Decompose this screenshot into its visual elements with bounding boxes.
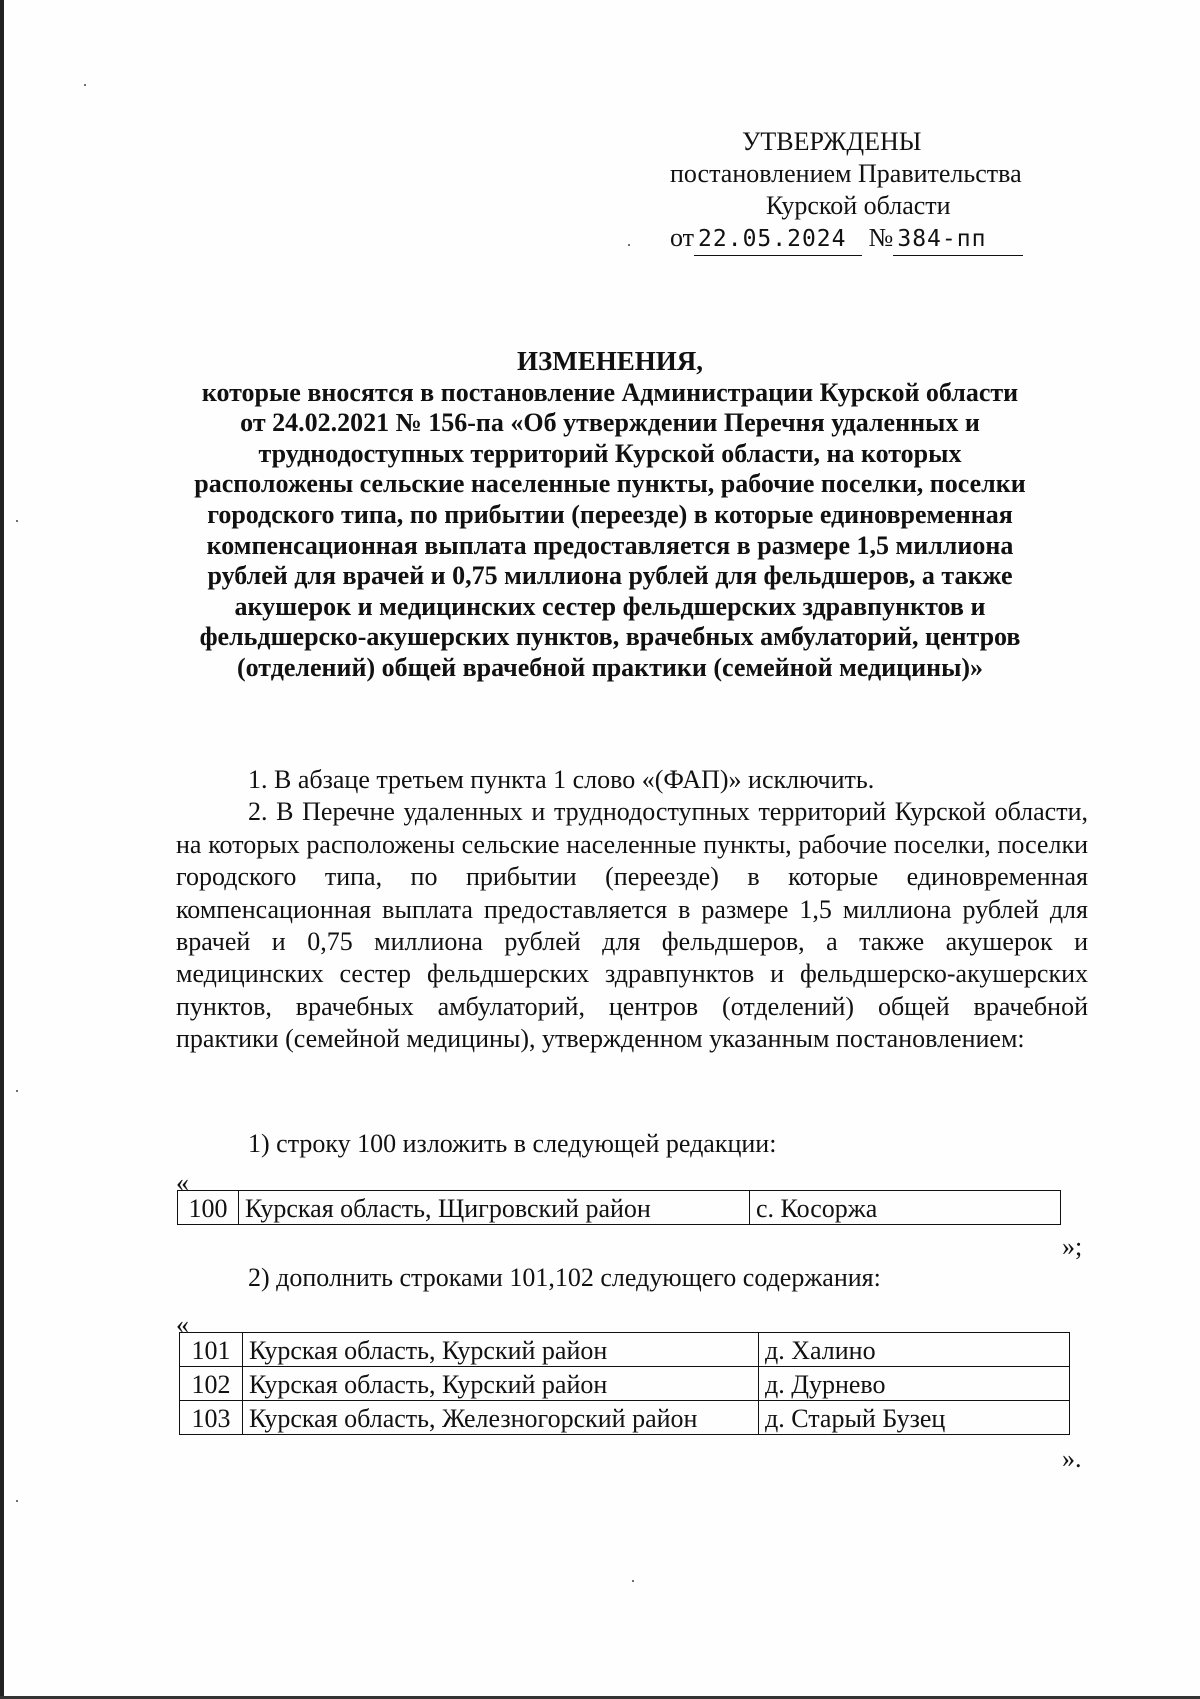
date-prefix: от — [670, 223, 695, 252]
title-line: труднодоступных территорий Курской области, на которых — [258, 438, 962, 468]
approval-region: Курской области — [766, 191, 951, 220]
table-row — [180, 1333, 1070, 1367]
table-row — [180, 1367, 1070, 1401]
row-settlement: с. Косоржа — [750, 1191, 1061, 1225]
row-settlement: д. Старый Бузец — [759, 1401, 1070, 1435]
scan-speck — [16, 1500, 18, 1502]
subitem-2-table — [179, 1332, 1070, 1435]
approval-date-number — [670, 222, 1080, 256]
row-district: Курская область, Железногорский район — [243, 1401, 759, 1435]
subitem-1-close-quote: »; — [1062, 1232, 1083, 1261]
scan-speck — [84, 84, 86, 86]
number-value: 384-пп — [893, 223, 1023, 256]
row-number: 100 — [178, 1191, 239, 1225]
row-settlement: д. Халино — [759, 1333, 1070, 1367]
title-line: компенсационная выплата предоставляется в размере 1,5 миллиона — [206, 530, 1014, 560]
scan-speck — [632, 1580, 634, 1582]
date-value: 22.05.2024 — [694, 223, 862, 256]
subitem-2-close-quote: ». — [1062, 1444, 1082, 1473]
title-line: расположены сельские населенные пункты, рабочие поселки, поселки — [194, 469, 1026, 499]
subitem-2-open-quote: « — [176, 1310, 189, 1339]
subitem-1-table — [177, 1190, 1061, 1225]
row-number: 102 — [180, 1367, 243, 1401]
row-number: 103 — [180, 1401, 243, 1435]
number-prefix: № — [868, 223, 894, 252]
approval-block — [640, 126, 1080, 256]
body-item-1: 1. В абзаце третьем пункта 1 слово «(ФАП)» исключить. — [248, 765, 875, 794]
scan-speck — [16, 520, 18, 522]
title-line: городского типа, по прибытии (переезде) в которые единовременная — [207, 499, 1013, 529]
body-item-2: 2. В Перечне удаленных и труднодоступных территорий Курской области, на которых расположены сельские населенные пункты, рабочие поселки, поселки городского типа, по прибытии (переезде) в которые единовременная компенсационная выплата предоставляется в размере 1,5 миллиона рублей для врачей и 0,75 миллиона рублей для фельдшеров, а также акушерок и медицинских сестер фельдшерских здравпунктов и фельдшерско-акушерских пунктов, врачебных амбулаторий, центров (отделений) общей врачебной практики (семейной медицины), утвержденном указанным постановлением: — [176, 797, 1088, 1054]
scan-left-edge — [0, 0, 4, 1699]
table-row — [180, 1401, 1070, 1435]
row-district: Курская область, Курский район — [243, 1333, 759, 1367]
body-text — [176, 764, 1088, 1056]
row-settlement: д. Дурнево — [759, 1367, 1070, 1401]
scan-speck — [16, 1090, 18, 1092]
title-heading: ИЗМЕНЕНИЯ, — [516, 346, 703, 376]
scan-speck — [628, 244, 630, 246]
title-line: которые вносятся в постановление Администрации Курской области — [201, 377, 1019, 407]
subitem-1-text: 1) строку 100 изложить в следующей редакции: — [248, 1129, 777, 1158]
title-line: рублей для врачей и 0,75 миллиона рублей для фельдшеров, а также — [207, 561, 1013, 591]
title-line: от 24.02.2021 № 156-па «Об утверждении Перечня удаленных и — [240, 408, 980, 438]
row-district: Курская область, Курский район — [243, 1367, 759, 1401]
row-district: Курская область, Щигровский район — [239, 1191, 750, 1225]
approval-authority: постановлением Правительства — [670, 159, 1022, 188]
title-line: (отделений) общей врачебной практики (семейной медицины)» — [236, 652, 984, 682]
row-number: 101 — [180, 1333, 243, 1367]
subitem-2-text: 2) дополнить строками 101,102 следующего содержания: — [248, 1263, 881, 1292]
title-line: фельдшерско-акушерских пунктов, врачебных амбулаторий, центров — [199, 622, 1021, 652]
title-line: акушерок и медицинских сестер фельдшерских здравпунктов и — [234, 591, 986, 621]
approval-heading: УТВЕРЖДЕНЫ — [742, 127, 922, 156]
document-title — [150, 346, 1070, 684]
subitem-1-open-quote: « — [176, 1168, 189, 1197]
table-row — [178, 1191, 1061, 1225]
